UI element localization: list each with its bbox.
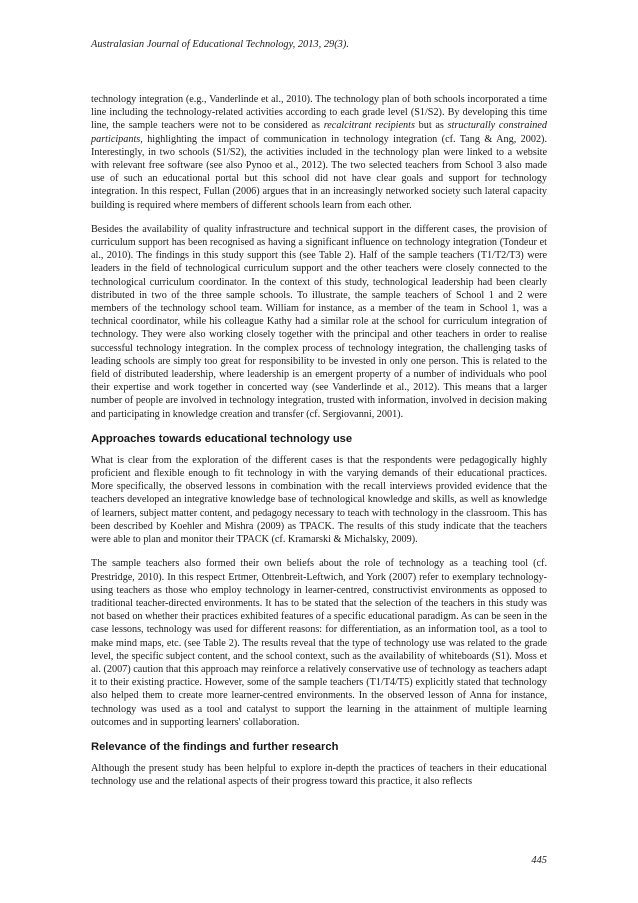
body-paragraph	[91, 93, 547, 212]
text-run: Although the present study has been helpful to explore in-depth the practices of teachers in their educational technology use and the relational aspects of their progress toward this practice, it also reflects	[91, 762, 547, 788]
section-heading: Relevance of the findings and further research	[91, 740, 339, 753]
section-heading: Approaches towards educational technology use	[91, 432, 353, 445]
article-body	[91, 93, 547, 799]
page-number: 445	[531, 855, 547, 866]
running-head: Australasian Journal of Educational Technology, 2013, 29(3).	[91, 39, 349, 50]
italic-phrase: recalcitrant recipients	[323, 120, 415, 132]
text-run: but as	[414, 120, 448, 132]
text-run: What is clear from the exploration of the different cases is that the respondents were pedagogically highly proficient and flexible enough to fit technology in with the varying demands of their educational practices. More specifically, the observed lessons in combination with the recall interviews provided evidence that the teachers developed an integrative knowledge base of technological knowledge and skills, as well as knowledge of learners, subject matter content, and pedagogy necessary to teach with technology in the classroom. This has been described by Koehler and Mishra (2009) as TPACK. The results of this study indicate that the teachers were able to plan and monitor their TPACK (cf. Kramarski & Michalsky, 2009).	[91, 454, 547, 546]
text-run: Besides the availability of quality infrastructure and technical support in the different cases, the provision of curriculum support has been recognised as having a significant influence on technology integration (Tondeur et al., 2010). The findings in this study support this (see Table 2). Half of the sample teachers (T1/T2/T3) were leaders in the field of technological curriculum support and the other teachers were closely connected to the technological curriculum coordinator. In the context of this study, technological leadership had been clearly distributed in two of the three sample schools. To illustrate, the sample teachers of School 1 and 2 were members of the technology school team. William for instance, as a member of the team in School 1, was a technical coordinator, while his colleague Kathy had a similar role at the school for curriculum integration of technology. They were also working closely together with the principal and other teachers in order to realise successful technology integration. In the complex process of technology integration, the challenging tasks of leading schools are simply too great for responsibility to be invested in only one person. This is related to the field of distributed leadership, where leadership is an emergent property of a number of individuals who pool their expertise and work together in concerted way (see Vanderlinde et al., 2012). This means that a larger number of people are involved in technology integration, trusted with information, involved in decision making and participating in knowledge creation and transfer (cf. Sergiovanni, 2001).	[91, 223, 547, 420]
body-paragraph	[91, 454, 547, 546]
body-paragraph	[91, 762, 547, 788]
body-paragraph	[91, 223, 547, 421]
text-run: , highlighting the impact of communication in technology integration (cf. Tang & Ang, 2002). Interestingly, in two schools (S1/S2), the activities included in the technology plan were linked to a website with relevant free software (see also Pynoo et al., 2012). The two selected teachers from School 3 also made use of such an educational portal but this school did not have clear goals and support for technology integration. In this respect, Fullan (2006) argues that in an increasingly networked society such lateral capacity building is required where members of different schools learn from each other.	[91, 133, 547, 211]
text-run: technology integration (e.g., Vanderlinde et al., 2010). The technology plan of both schools incorporated a time line including the technology-related activities according to each grade level (S1/S2). By developing this time line, the sample teachers were not to be considered as	[91, 94, 547, 132]
text-run: The sample teachers also formed their own beliefs about the role of technology as a teaching tool (cf. Prestridge, 2010). In this respect Ertmer, Ottenbreit-Leftwich, and York (2007) refer to exemplary technology-using teachers as those who employ technology in learner-centred, constructivist environments as opposed to traditional teacher-directed environments. It has to be stated that the selection of the teachers in this study was not based on whether their practices exhibited features of a specific educational paradigm. As can be seen in the case lessons, technology was used for different reasons: for differentiation, as an information tool, as a tool to make mind maps, etc. (see Table 2). The results reveal that the type of technology use was related to the grade level, the specific subject content, and the school context, such as the availability of whiteboards (S1). Moss et al. (2007) caution that this approach may reinforce a relatively conservative use of technology as teachers adapt it to their existing practice. However, some of the sample teachers (T1/T4/T5) explicitly stated that technology also helped them to create more learner-centred environments. In the observed lesson of Anna for instance, technology was used as a tool and catalyst to support the learning in the attainment of multiple learning outcomes and in supporting learners' collaboration.	[91, 558, 547, 728]
body-paragraph	[91, 557, 547, 729]
italic-phrase: structurally constrained participants	[91, 120, 547, 145]
